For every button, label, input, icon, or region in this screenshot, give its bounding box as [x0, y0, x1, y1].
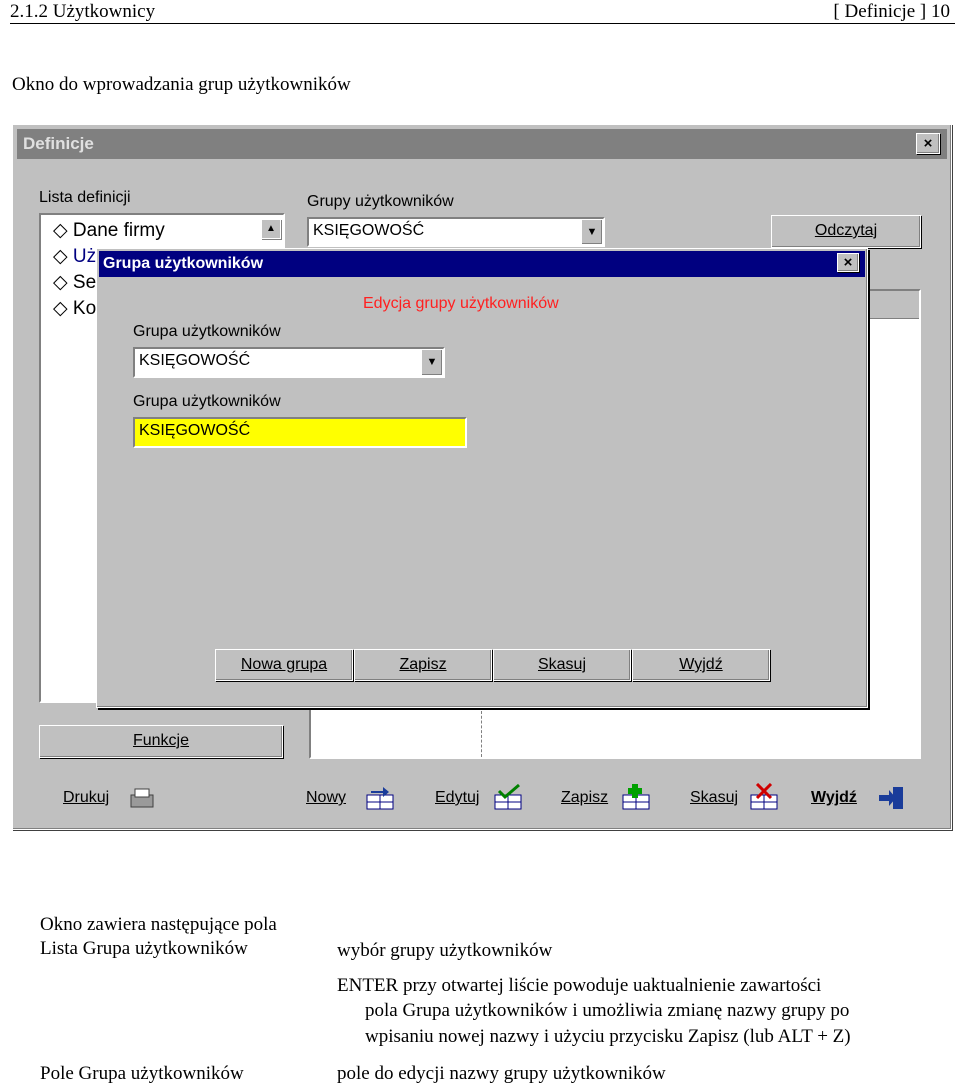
- dialog-title: Grupa użytkowników: [103, 255, 264, 272]
- dialog-save-button[interactable]: Zapisz: [354, 649, 492, 681]
- definitions-list-label: Lista definicji: [39, 189, 131, 206]
- note-line-2: pola Grupa użytkowników i umożliwia zmianę nazwy grupy po: [365, 1000, 850, 1021]
- close-icon: ×: [843, 254, 853, 271]
- chevron-down-icon[interactable]: ▼: [421, 349, 443, 376]
- delete-record-icon: [749, 783, 779, 811]
- print-button[interactable]: Drukuj: [63, 789, 110, 806]
- term-group-field: Pole Grupa użytkowników: [40, 1063, 244, 1084]
- page-reference: [ Definicje ] 10: [833, 1, 950, 22]
- list-item[interactable]: ◇ Se: [53, 272, 97, 293]
- window-title-bar: [17, 129, 947, 159]
- exit-door-icon: [877, 783, 907, 811]
- header-divider: [10, 23, 955, 24]
- new-record-icon: [365, 783, 395, 811]
- term-list-group: Lista Grupa użytkowników: [40, 938, 248, 959]
- group-select-value: KSIĘGOWOŚĆ: [139, 352, 251, 369]
- exit-button[interactable]: Wyjdź: [811, 789, 857, 806]
- dialog-close-button[interactable]: [837, 253, 859, 272]
- diamond-icon: ◇: [53, 298, 68, 319]
- user-groups-combo[interactable]: [307, 217, 605, 247]
- dialog-exit-button[interactable]: Wyjdź: [632, 649, 770, 681]
- diamond-icon: ◇: [53, 272, 68, 293]
- functions-button[interactable]: Funkcje: [39, 725, 283, 758]
- read-button[interactable]: Odczytaj: [771, 215, 921, 248]
- grid-divider: [481, 711, 482, 757]
- group-select-label: Grupa użytkowników: [133, 323, 281, 340]
- list-item[interactable]: ◇ Uż: [53, 246, 97, 267]
- new-group-button[interactable]: Nowa grupa: [215, 649, 353, 681]
- dialog-heading: Edycja grupy użytkowników: [363, 295, 559, 312]
- new-button[interactable]: Nowy: [306, 789, 347, 806]
- window-close-button[interactable]: [916, 133, 940, 154]
- definition-group-field: pole do edycji nazwy grupy użytkowników: [337, 1063, 666, 1084]
- list-item[interactable]: ◇ Dane firmy: [53, 220, 165, 241]
- group-name-input[interactable]: [133, 417, 467, 448]
- chevron-down-icon[interactable]: ▼: [581, 219, 603, 245]
- list-item[interactable]: ◇ Ko: [53, 298, 97, 319]
- diamond-icon: ◇: [53, 220, 68, 241]
- window-title: Definicje: [23, 134, 94, 153]
- scroll-up-icon[interactable]: ▲: [261, 219, 281, 239]
- user-groups-label: Grupy użytkowników: [307, 193, 454, 210]
- group-name-value: KSIĘGOWOŚĆ: [139, 422, 251, 439]
- dialog-title-bar: [99, 251, 865, 277]
- close-icon: ×: [923, 135, 933, 152]
- diamond-icon: ◇: [53, 246, 68, 267]
- figure-caption: Okno do wprowadzania grup użytkowników: [12, 74, 351, 95]
- group-select-combo[interactable]: [133, 347, 445, 378]
- group-edit-label: Grupa użytkowników: [133, 393, 281, 410]
- printer-icon: [127, 785, 157, 813]
- dialog-delete-button[interactable]: Skasuj: [493, 649, 631, 681]
- note-line-1: ENTER przy otwartej liście powoduje uaktualnienie zawartości: [337, 975, 822, 996]
- definition-list-group: wybór grupy użytkowników: [337, 940, 553, 961]
- edit-button[interactable]: Edytuj: [435, 789, 480, 806]
- user-groups-value: KSIĘGOWOŚĆ: [313, 222, 425, 239]
- note-line-3: wpisaniu nowej nazwy i użyciu przycisku Zapisz (lub ALT + Z): [365, 1026, 851, 1047]
- user-group-dialog: [96, 248, 868, 708]
- edit-record-icon: [493, 783, 523, 811]
- save-record-icon: [621, 783, 651, 811]
- section-header: 2.1.2 Użytkownicy: [10, 1, 156, 22]
- description-intro: Okno zawiera następujące pola: [40, 914, 277, 935]
- save-button[interactable]: Zapisz: [561, 789, 609, 806]
- delete-button[interactable]: Skasuj: [690, 789, 739, 806]
